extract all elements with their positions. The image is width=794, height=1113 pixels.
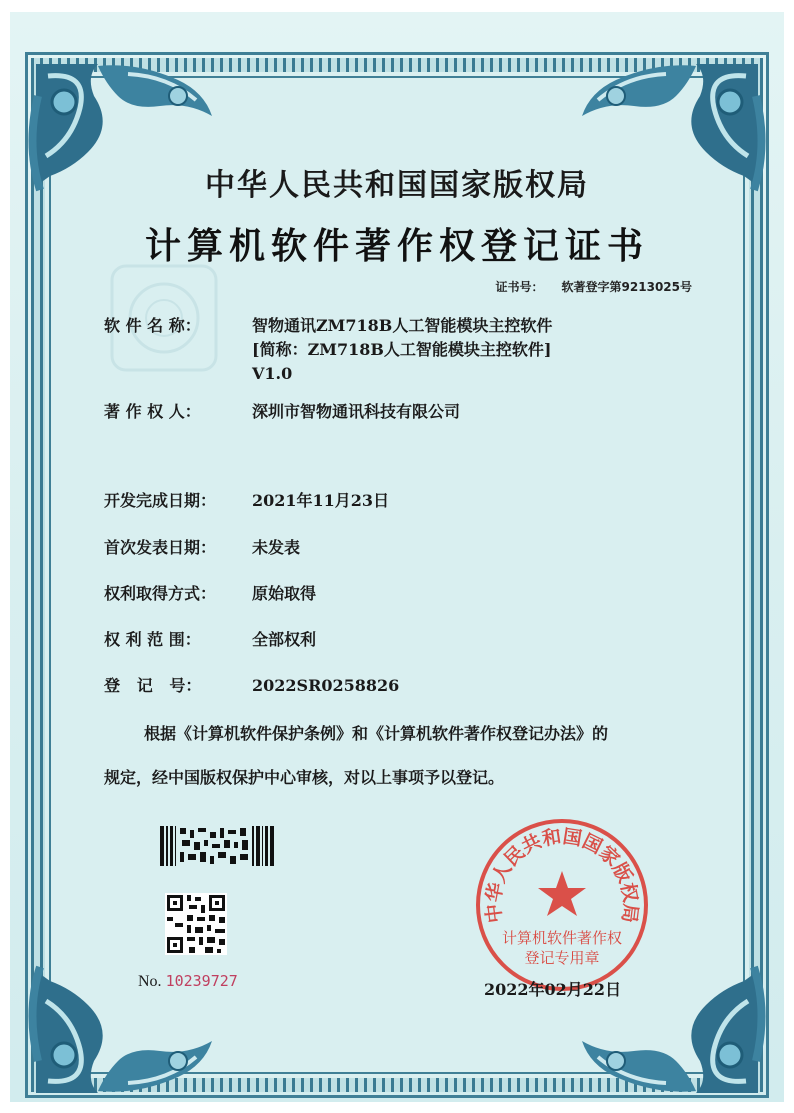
dev-date-label: 开发完成日期：: [104, 491, 217, 510]
certificate-number: [496, 278, 692, 295]
serial-number-label: No.: [138, 973, 162, 990]
issue-date: 2022年02月22日: [484, 980, 622, 999]
owner-value: 深圳市智物通讯科技有限公司: [252, 402, 461, 421]
acquire-value: 原始取得: [252, 584, 317, 603]
seal-line-2: 登记专用章: [524, 949, 600, 967]
publish-date-label: 首次发表日期：: [104, 538, 217, 557]
software-short-name-line: [简称：ZM718B人工智能模块主控软件]: [252, 340, 552, 359]
software-version-line: V1.0: [252, 364, 293, 383]
software-name-value: [252, 314, 552, 386]
certificate-number-label: 证书号：: [495, 280, 544, 294]
scope-row: [104, 628, 316, 652]
seal-ring-text: 中华人民共和国国家版权局: [482, 825, 642, 925]
issuer-title: 中华人民共和国国家版权局: [205, 168, 589, 203]
statement: [104, 712, 714, 800]
dev-date-row: [104, 489, 389, 513]
publish-date-row: [104, 536, 300, 560]
dev-date-value: 2021年11月23日: [252, 491, 390, 510]
statement-line-2: 规定，经中国版权保护中心审核，对以上事项予以登记。: [104, 768, 505, 787]
reg-no-value: 2022SR0258826: [252, 676, 400, 695]
acquire-label: 权利取得方式：: [104, 584, 217, 603]
seal-line-1: 计算机软件著作权: [501, 929, 623, 947]
barcode-icon: [160, 826, 274, 866]
software-name-label: 软 件 名 称：: [104, 316, 201, 335]
owner-label: 著 作 权 人：: [104, 402, 201, 421]
owner-row: [104, 400, 460, 424]
serial-number: [138, 972, 238, 991]
software-name-row: [104, 314, 552, 386]
scope-label: 权 利 范 围：: [104, 630, 201, 649]
serial-number-value: 10239727: [165, 972, 238, 990]
qr-code-icon: [165, 893, 227, 955]
acquire-row: [104, 582, 316, 606]
publish-date-value: 未发表: [252, 538, 301, 557]
reg-no-label: 登 记 号：: [104, 676, 202, 695]
reg-no-row: [104, 674, 399, 698]
statement-line-1: 根据《计算机软件保护条例》和《计算机软件著作权登记办法》的: [144, 724, 609, 743]
certificate-number-value: 软著登字第9213025号: [561, 280, 692, 294]
software-name-line: 智物通讯ZM718B人工智能模块主控软件: [252, 316, 553, 335]
certificate-title: 计算机软件著作权登记证书: [144, 225, 649, 267]
official-seal-icon: [474, 817, 650, 993]
scope-value: 全部权利: [252, 630, 317, 649]
